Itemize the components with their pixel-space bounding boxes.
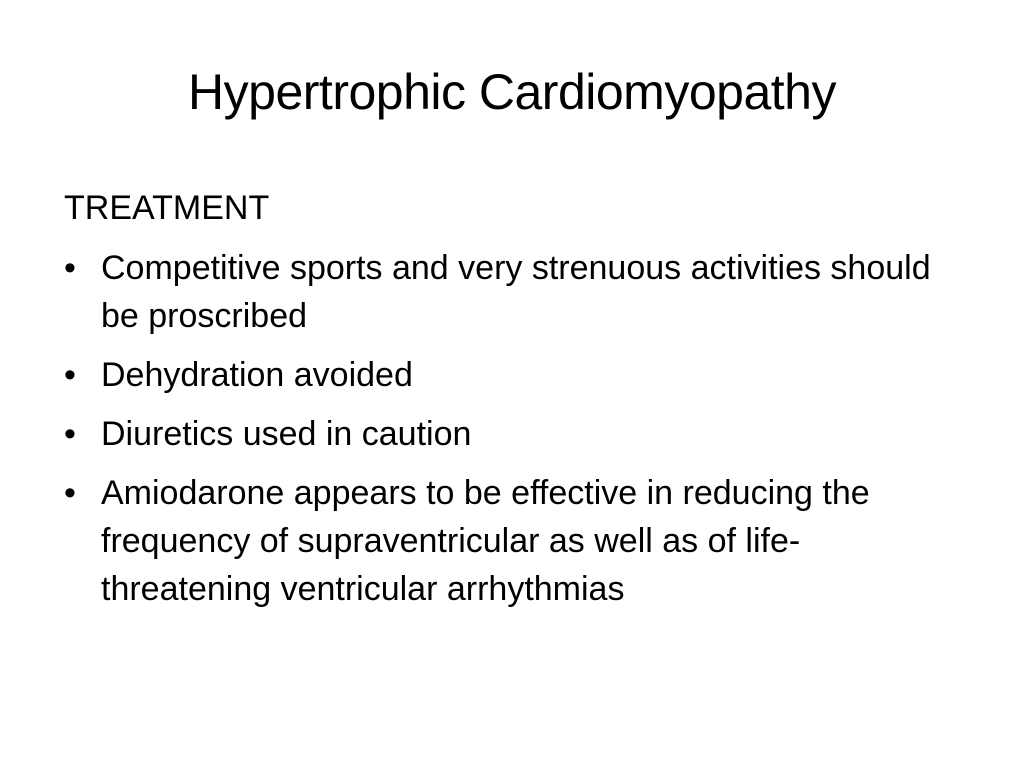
bullet-item [64,351,964,399]
bullet-item [64,244,964,340]
bullet-text: Competitive sports and very strenuous activities should be proscribed [101,249,931,335]
section-heading: TREATMENT [64,189,270,227]
bullet-text: Amiodarone appears to be effective in reducing the frequency of supraventricular as well as of life-threatening ventricular arrhythmias [101,474,870,608]
bullet-list [64,244,964,613]
bullet-text: Diuretics used in caution [101,415,472,453]
bullet-icon: • [64,474,76,512]
bullet-icon: • [64,356,76,394]
bullet-icon: • [64,249,76,287]
slide-title: Hypertrophic Cardiomyopathy [188,64,836,120]
bullet-item [64,469,964,613]
bullet-item [64,410,964,458]
slide-body [64,184,964,624]
bullet-text: Dehydration avoided [101,356,413,394]
bullet-icon: • [64,415,76,453]
